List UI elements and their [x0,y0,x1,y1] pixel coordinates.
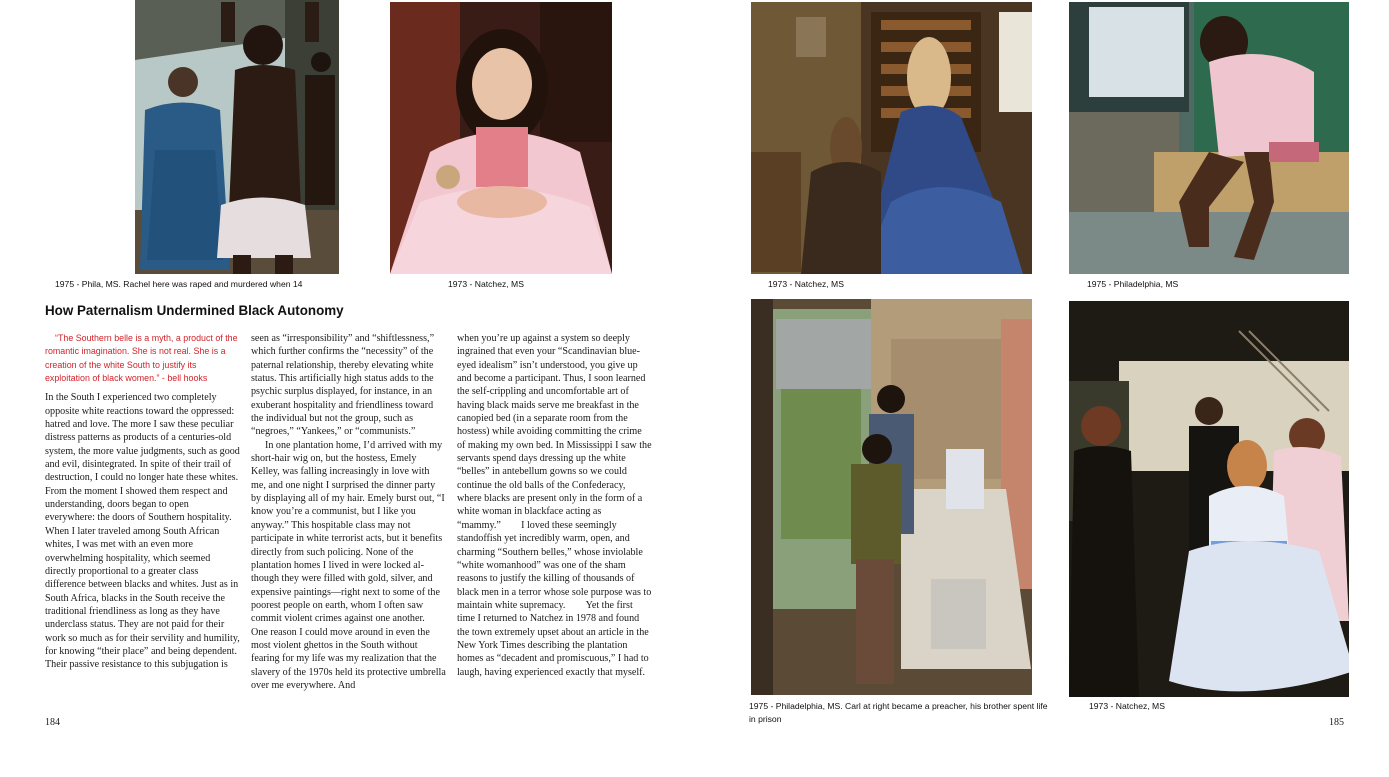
page-number-left: 184 [45,717,60,728]
column3-paragraph: when you’re up against a system so deeply ingrained that even your “Scandinavian blue-eyed idealism” isn’t understood, you give up and become a participant. Thus, I soon learned the self-crippling and uncomfortable art of having black maids serve me breakfast in the canopied bed (in a separate room from the hostess) while avoiding committing the crime of making my own bed. In Mississippi I saw the servants spend days dressing up the white “belles” in antebellum gowns so we could continue the old balls of the Confederacy, where blacks are present only in the form of a white woman in blackface acting as “mammy.” I loved these seemingly standoffish yet incredibly warm, open, and charming “Southern belles,” whose inviolable “white womanhood” was one of the sham reasons to justify the killing of thousands of black men in a terror whose sole purpose was to maintain white supremacy. Yet the first time I returned to Natchez in 1978 and found the town extremely upset about an article in the New York Times describing the plantation homes as “decadent and promiscuous,” I had to laugh, having experienced exactly that myself. [457,333,652,678]
text-column-2 [251,332,446,692]
text-column-1 [45,332,240,672]
photo-girl-on-bed [1069,2,1349,274]
caption-photo6: 1973 - Natchez, MS [1089,701,1165,711]
column1-paragraph: In the South I experienced two completely opposite white reactions toward the oppressed: hatred and love. The more I saw these peculiar distress patterns as products of a centuries-old system, the more value judgments, such as good and evil, disintegrated. In spite of their trail of destruction, I could no longer hate these whites. From the moment I showed them respect and understanding, doors began to open everywhere: the doors of Southern hospitality. When I later traveled among South African whites, I was met with an even more overwhelming hospitality, which seemed directly proportional to a greater class difference between blacks and whites. Just as in South Africa, blacks in the South receive the traditional friendliness as long as they have underclass status. They are not paid for their work so much as for their servility and humility, for knowing “their place” and being dependent. Their passive resistance to this subjugation is [45,392,240,671]
page-number-right: 185 [1329,717,1344,728]
photo-belle-ball-dance [1069,301,1349,697]
caption-photo2: 1973 - Natchez, MS [448,279,524,289]
photo-girl-and-elder [135,0,339,274]
text-column-3 [457,332,652,679]
caption-photo4: 1975 - Philadelphia, MS [1087,279,1179,289]
photo-boys-washing [751,299,1032,695]
section-heading: How Paternalism Undermined Black Autonomy [45,303,344,318]
caption-photo5: 1975 - Philadelphia, MS. Carl at right became a preacher, his brother spent life in prison [749,701,1048,724]
caption-photo3: 1973 - Natchez, MS [768,279,844,289]
photo-girl-pink-dress [390,2,612,274]
caption-photo1: 1975 - Phila, MS. Rachel here was raped and murdered when 14 [55,279,303,289]
column2-paragraph-1: seen as “irresponsibility” and “shiftlessness,” which further confirms the “necessity” of the paternal relationship, thereby elevating white status. This artificially high status adds to the psychic surplus displayed, for instance, in an exuberant hospitality and friendliness toward the individual but not the group, such as “negroes,” “Yankees,” or “communists.” [251,333,435,438]
column2-paragraph-2: In one plantation home, I’d arrived with my short-hair wig on, but the hostess, Emely Kelley, was falling increasingly in love with me, and one night I surprised the dinner party by displaying all of my hair. Emely burst out, “I know you’re a communist, but I like you anyway.” This hospitable class may not participate in white terrorist acts, but it benefits directly from such policing. None of the plantation homes I lived in were locked although they were filled with gold, silver, and expensive paintings—right next to some of the poorest people on earth, whom I often saw commit violent crimes against one another. One reason I could move around in even the most violent ghettos in the South without fearing for my life was my realization that the slavery of the 1970s held its protective umbrella over me everywhere. And [251,439,446,691]
photo-belle-blue-gown [751,2,1032,274]
epigraph-quote: “The Southern belle is a myth, a product of the romantic imagination. She is not real. She is a creation of the white South to justify its exploitation of black women.” - bell hooks [45,333,238,384]
